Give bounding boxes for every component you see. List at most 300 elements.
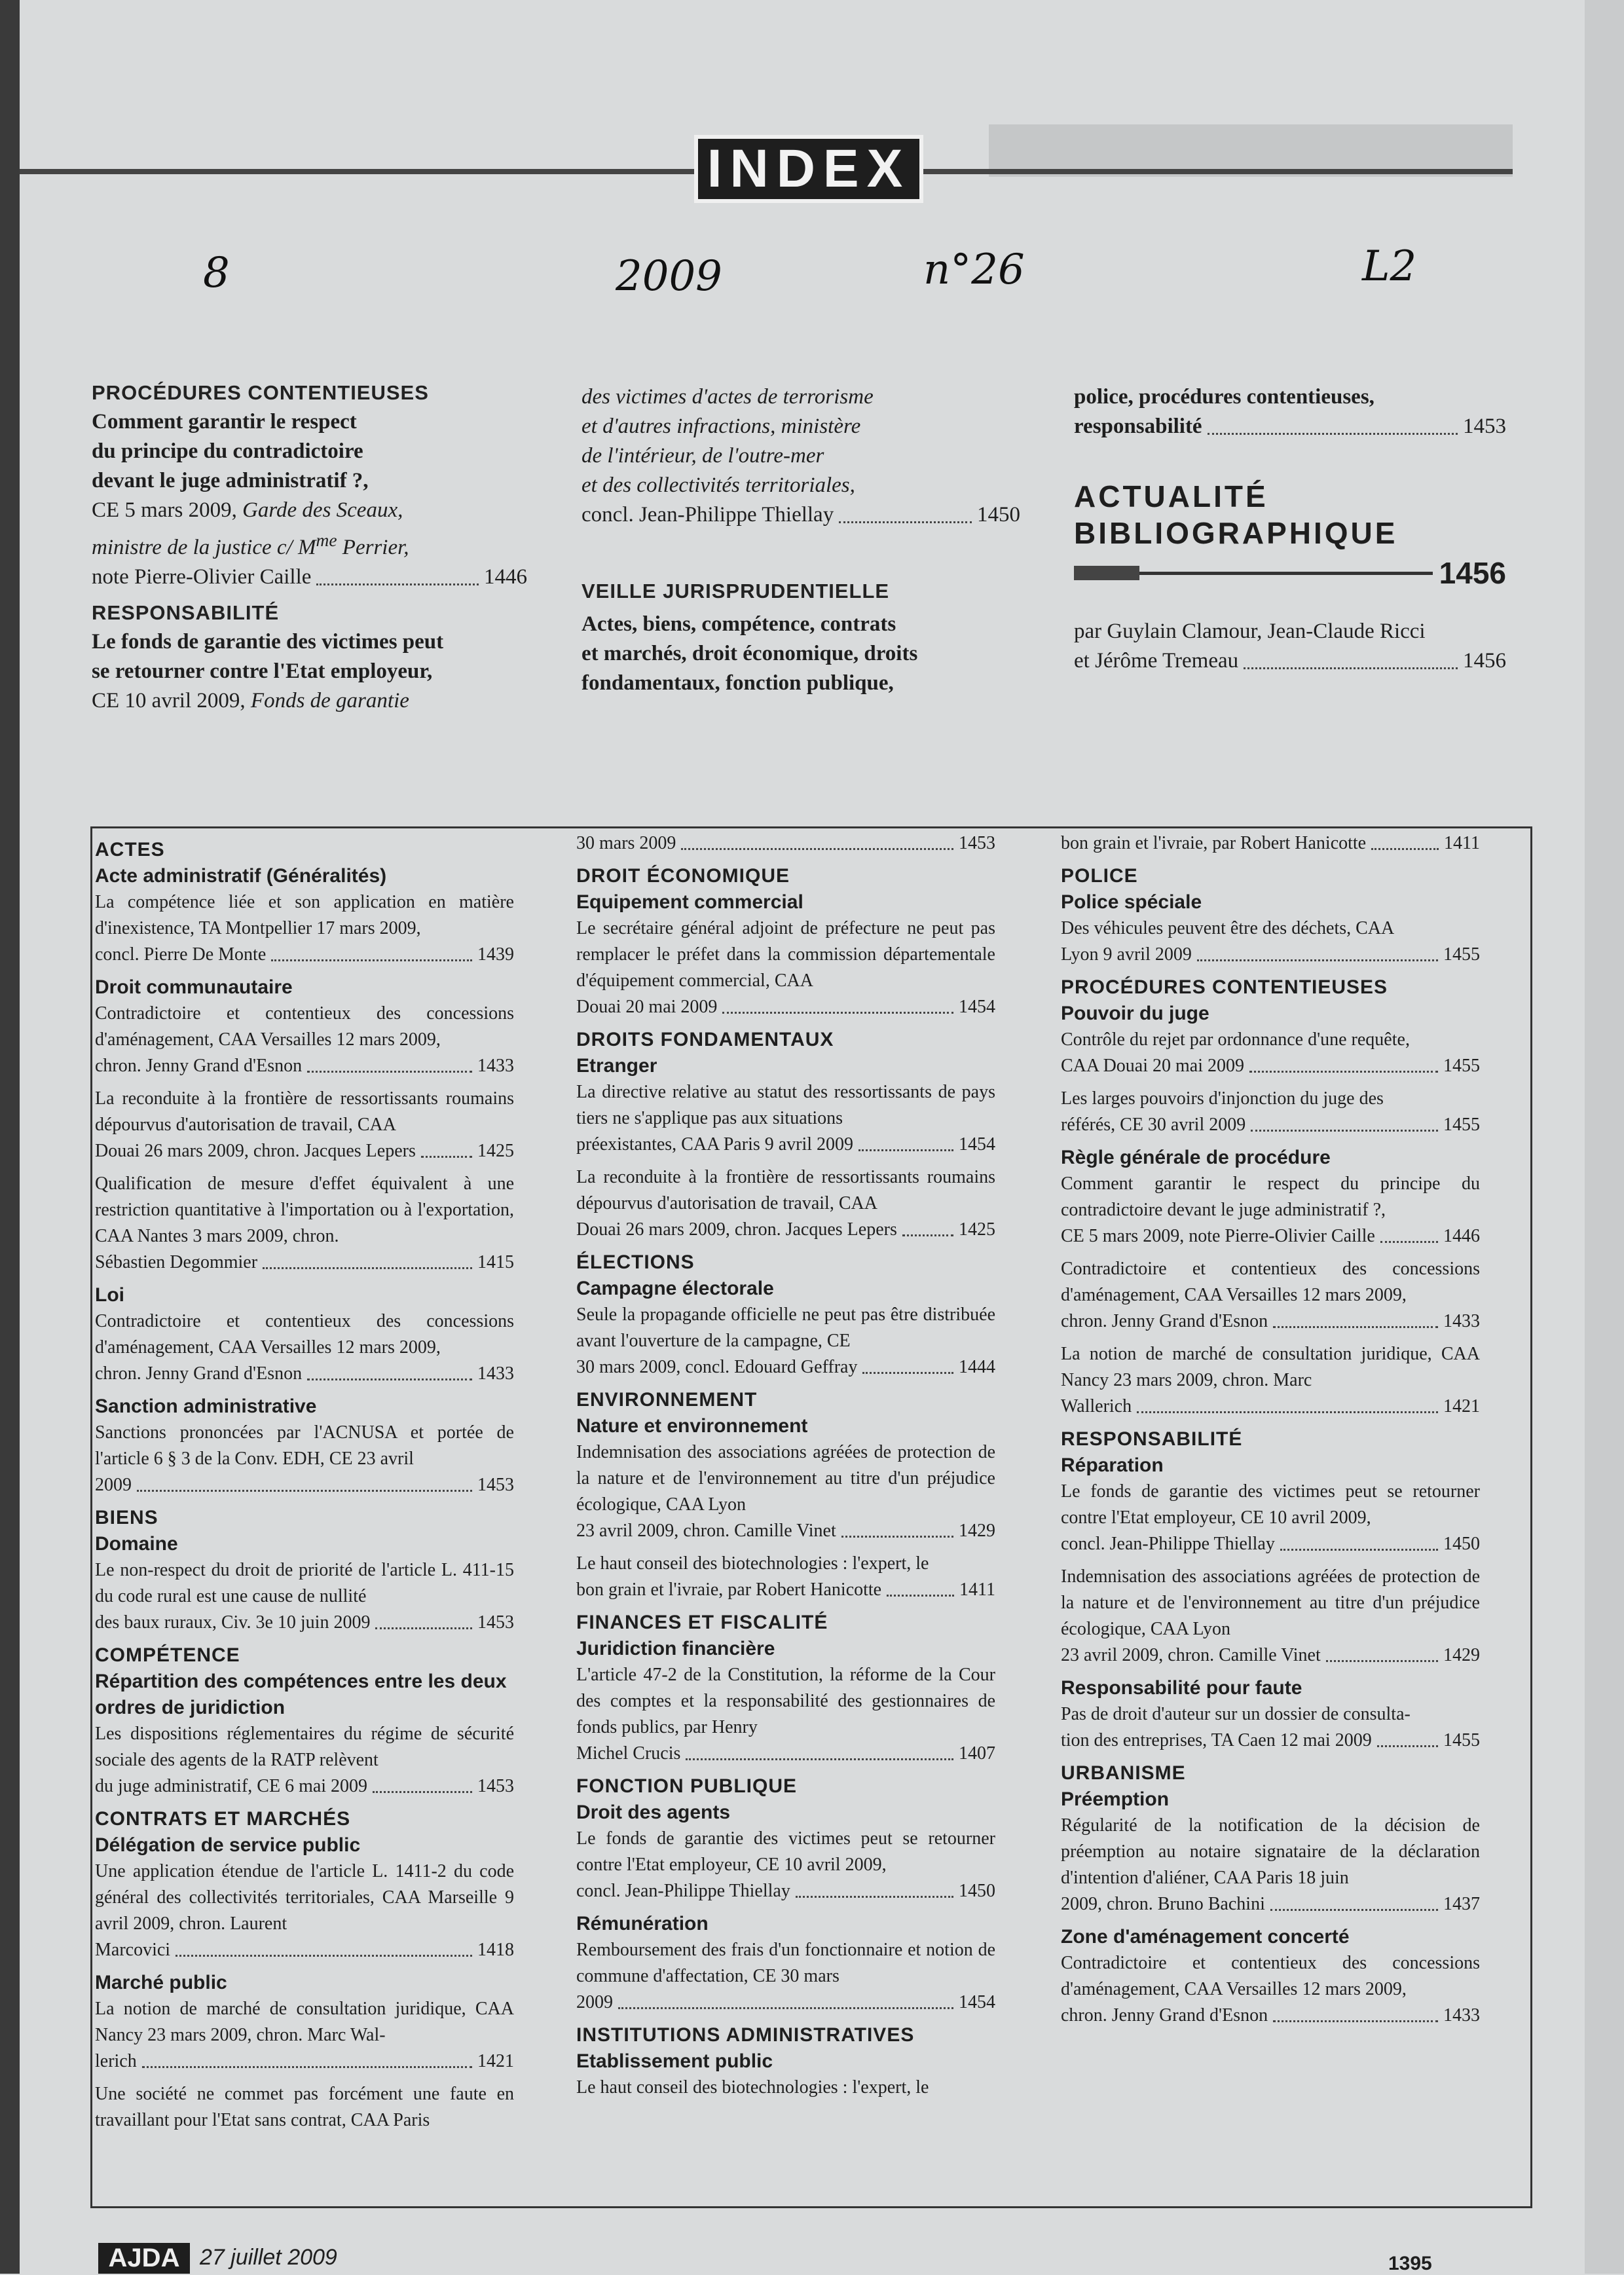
- entry-text: Contradictoire et contentieux des concessions d'aménagement, CAA Versailles 12 mars 2009,: [95, 1311, 514, 1358]
- entry-leader-line: [1061, 942, 1480, 968]
- article-title: [92, 407, 527, 496]
- concl-author: concl. Jean-Philippe Thiellay: [581, 503, 834, 527]
- entry-leader-line: [576, 1741, 995, 1767]
- leader-dots: [373, 1791, 472, 1793]
- index-entry: [576, 1079, 995, 1158]
- page-number: 1411: [1444, 833, 1480, 853]
- leader-dots: [1377, 1745, 1438, 1747]
- entry-text: Les dispositions réglementaires du régime de sécurité sociale des agents de la RATP relèvent: [95, 1724, 514, 1770]
- handwritten-note-a: 8: [203, 249, 230, 297]
- actu-rule: [1074, 555, 1506, 591]
- section-heading: PROCÉDURES CONTENTIEUSES: [92, 381, 429, 404]
- page-number: 1453: [959, 833, 995, 853]
- entry-last-line: 30 mars 2009, concl. Edouard Geffray: [576, 1357, 858, 1377]
- index-entry: [1061, 916, 1480, 968]
- page-number: 1455: [1443, 1115, 1480, 1135]
- article-title: [92, 627, 527, 686]
- article-note: [92, 563, 527, 592]
- entry-last-line: bon grain et l'ivraie, par Robert Hanicotte: [1061, 833, 1367, 853]
- ref-line: de l'intérieur, de l'outre-mer: [581, 444, 824, 468]
- index-subcategory: Responsabilité pour faute: [1061, 1677, 1302, 1699]
- entry-text: Une application étendue de l'article L. 1411-2 du code général des collectivités territoriales, CAA Marseille 9 avril 2009, chron. Laurent: [95, 1861, 514, 1934]
- index-category: ENVIRONNEMENT: [576, 1389, 758, 1411]
- index-entry: [1061, 1341, 1480, 1420]
- leader-dots: [263, 1267, 472, 1269]
- index-subcategory: Marché public: [95, 1972, 227, 1993]
- leader-dots: [1326, 1660, 1438, 1662]
- entry-text: Indemnisation des associations agréées de protection de la nature et de l'environnement au titre d'un préjudice écologique, CAA Lyon: [1061, 1566, 1480, 1639]
- page-number: 1453: [1463, 415, 1506, 438]
- entry-leader-line: [1061, 1531, 1480, 1557]
- entry-leader-line: [1061, 1891, 1480, 1917]
- index-entry: [1061, 1813, 1480, 1917]
- leader-dots: [902, 1234, 953, 1236]
- page-number: 1446: [1443, 1226, 1480, 1246]
- entry-text: Remboursement des frais d'un fonctionnaire et notion de commune d'affectation, CE 30 mars: [576, 1940, 995, 1986]
- title-line: Le fonds de garantie des victimes peut: [92, 630, 444, 654]
- entry-last-line: Wallerich: [1061, 1396, 1132, 1416]
- entry-last-line: 23 avril 2009, chron. Camille Vinet: [1061, 1645, 1321, 1665]
- index-entry: [95, 1557, 514, 1636]
- index-entry: [576, 916, 995, 1020]
- article-ref: [92, 686, 527, 716]
- page-number: 1429: [959, 1521, 995, 1541]
- leader-dots: [142, 2066, 472, 2068]
- actu-title-line: BIBLIOGRAPHIQUE: [1074, 516, 1398, 550]
- page-number: 1455: [1443, 1056, 1480, 1076]
- actu-page-number: 1456: [1439, 556, 1506, 590]
- entry-text: Le secrétaire général adjoint de préfecture ne peut pas remplacer le préfet dans la commission départementale d'équipement commercial, CAA: [576, 918, 995, 991]
- page-number: 1433: [477, 1363, 514, 1384]
- index-entry: [1061, 1027, 1480, 1079]
- leader-dots: [686, 1758, 953, 1760]
- index-subcategory: Police spéciale: [1061, 891, 1202, 913]
- actualite-block: [1074, 478, 1506, 676]
- entry-last-line: Douai 20 mai 2009: [576, 997, 718, 1017]
- index-entry: [1061, 830, 1480, 857]
- index-subcategory: Campagne électorale: [576, 1278, 774, 1299]
- entry-text: Une société ne commet pas forcément une faute en travaillant pour l'Etat sans contrat, CAA Paris: [95, 2084, 514, 2130]
- entry-last-line: des baux ruraux, Civ. 3e 10 juin 2009: [95, 1612, 371, 1633]
- page-number: 1450: [977, 503, 1020, 527]
- index-subcategory: Acte administratif (Généralités): [95, 865, 387, 887]
- title-line: Comment garantir le respect: [92, 410, 357, 434]
- entry-text: La notion de marché de consultation juridique, CAA Nancy 23 mars 2009, chron. Marc: [1061, 1344, 1480, 1390]
- article-ref-2: [92, 525, 527, 563]
- entry-text: Seule la propagande officielle ne peut pas être distribuée avant l'ouverture de la campagne, CE: [576, 1304, 995, 1351]
- index-category: BIENS: [95, 1507, 158, 1528]
- entry-leader-line: [1061, 2003, 1480, 2029]
- handwritten-note-d: L2: [1362, 242, 1417, 291]
- page-number: 1429: [1443, 1645, 1480, 1665]
- entry-last-line: chron. Jenny Grand d'Esnon: [1061, 1311, 1268, 1331]
- index-entry: [1061, 1950, 1480, 2029]
- article-concl: [581, 500, 1020, 530]
- index-category: ÉLECTIONS: [576, 1251, 695, 1273]
- entry-text: Les larges pouvoirs d'injonction du juge des: [1061, 1088, 1384, 1109]
- page-number: 1453: [477, 1475, 514, 1495]
- leader-dots: [618, 2007, 953, 2009]
- entry-last-line: CE 5 mars 2009, note Pierre-Olivier Caille: [1061, 1226, 1375, 1246]
- entry-text: Le fonds de garantie des victimes peut se retourner contre l'Etat employeur, CE 10 avril 2009,: [1061, 1481, 1480, 1528]
- leader-dots: [841, 1536, 953, 1538]
- leader-dots: [307, 1071, 472, 1073]
- authors-text: et Jérôme Tremeau: [1074, 649, 1239, 673]
- ref-text: CE 5 mars 2009,: [92, 498, 243, 522]
- entry-last-line: lerich: [95, 2051, 137, 2071]
- top-column-3: [1074, 382, 1506, 676]
- index-entry: [1061, 1479, 1480, 1557]
- index-heading: INDEX: [694, 135, 923, 203]
- entry-leader-line: [95, 1053, 514, 1079]
- leader-dots: [1249, 1071, 1438, 1073]
- entry-text: Contradictoire et contentieux des concessions d'aménagement, CAA Versailles 12 mars 2009,: [1061, 1953, 1480, 1999]
- entry-last-line: 30 mars 2009: [576, 833, 676, 853]
- entry-last-line: Douai 26 mars 2009, chron. Jacques Lepers: [95, 1141, 416, 1161]
- index-subcategory: Répartition des compétences entre les deux ordres de juridiction: [95, 1671, 507, 1718]
- top-column-1: [92, 381, 527, 716]
- index-column-3: [1061, 830, 1480, 2035]
- entry-text: La compétence liée et son application en matière d'inexistence, TA Montpellier 17 mars 2009,: [95, 892, 514, 938]
- page-number: 1433: [1443, 2005, 1480, 2025]
- leader-dots: [421, 1156, 472, 1158]
- leader-dots: [681, 848, 953, 850]
- index-entry: [576, 1826, 995, 1904]
- entry-leader-line: [1061, 1642, 1480, 1669]
- entry-leader-line: [576, 994, 995, 1020]
- title-line: police, procédures contentieuses,: [1074, 385, 1375, 409]
- entry-last-line: référés, CE 30 avril 2009: [1061, 1115, 1246, 1135]
- entry-last-line: chron. Jenny Grand d'Esnon: [95, 1363, 303, 1384]
- entry-last-line: tion des entreprises, TA Caen 12 mai 2009: [1061, 1730, 1372, 1750]
- entry-last-line: 2009: [576, 1992, 613, 2012]
- entry-last-line: concl. Jean-Philippe Thiellay: [576, 1881, 790, 1901]
- leader-dots: [137, 1490, 472, 1492]
- leader-dots: [1273, 2020, 1438, 2022]
- page-edge-left: [0, 0, 20, 2274]
- entry-leader-line: [95, 1610, 514, 1636]
- entry-last-line: Douai 26 mars 2009, chron. Jacques Lepers: [576, 1219, 897, 1240]
- entry-leader-line: [95, 2048, 514, 2075]
- entry-last-line: Lyon 9 avril 2009: [1061, 944, 1192, 965]
- index-category: DROITS FONDAMENTAUX: [576, 1029, 834, 1050]
- entry-last-line: préexistantes, CAA Paris 9 avril 2009: [576, 1134, 854, 1155]
- entry-text: Régularité de la notification de la décision de préemption au notaire signataire de la déclaration d'intention d'aliéner, CAA Paris 18 juin: [1061, 1815, 1480, 1888]
- page-number: 1433: [477, 1056, 514, 1076]
- page-number: 1455: [1443, 944, 1480, 965]
- index-subcategory: Etablissement public: [576, 2050, 773, 2072]
- index-entry: [95, 1996, 514, 2075]
- index-category: ACTES: [95, 839, 165, 860]
- index-entry: [576, 830, 995, 857]
- top-column-2: [581, 382, 1020, 698]
- title-line: fondamentaux, fonction publique,: [581, 671, 894, 695]
- title-line: du principe du contradictoire: [92, 439, 363, 463]
- index-category: POLICE: [1061, 865, 1138, 887]
- actu-rule-block: [1074, 566, 1139, 580]
- page-number: 1444: [959, 1357, 995, 1377]
- index-entry: [95, 1721, 514, 1800]
- index-subcategory: Rémunération: [576, 1913, 709, 1934]
- index-entry: [95, 1420, 514, 1498]
- folio-page-number: 1395: [1388, 2253, 1432, 2274]
- index-subcategory: Juridiction financière: [576, 1638, 775, 1659]
- leader-dots: [1208, 433, 1458, 435]
- index-entry: [576, 1937, 995, 2016]
- entry-leader-line: [1061, 1394, 1480, 1420]
- page-number: 1453: [477, 1612, 514, 1633]
- leader-dots: [271, 959, 472, 961]
- entry-text: Contradictoire et contentieux des concessions d'aménagement, CAA Versailles 12 mars 2009,: [1061, 1259, 1480, 1305]
- entry-leader-line: [95, 1773, 514, 1800]
- entry-text: L'article 47-2 de la Constitution, la réforme de la Cour des comptes et la responsabilité des gestionnaires de fonds publics, par Henry: [576, 1665, 995, 1737]
- entry-text: Qualification de mesure d'effet équivalent à une restriction quantitative à l'importation ou à l'exportation, CAA Nantes 3 mars 2009, chron.: [95, 1174, 514, 1246]
- page-number: 1439: [477, 944, 514, 965]
- page-number: 1418: [477, 1940, 514, 1960]
- leader-dots: [858, 1149, 953, 1151]
- page-number: 1450: [959, 1881, 995, 1901]
- entry-last-line: CAA Douai 20 mai 2009: [1061, 1056, 1244, 1076]
- index-entry: [576, 2075, 995, 2101]
- leader-dots: [1273, 1326, 1438, 1328]
- index-category: DROIT ÉCONOMIQUE: [576, 865, 790, 887]
- index-category: URBANISME: [1061, 1762, 1186, 1784]
- index-entry: [576, 1551, 995, 1603]
- page-edge-right: [1585, 0, 1624, 2274]
- index-category: CONTRATS ET MARCHÉS: [95, 1808, 351, 1830]
- title-line: et marchés, droit économique, droits: [581, 642, 918, 665]
- page-number: 1407: [959, 1743, 995, 1764]
- issue-date: 27 juillet 2009: [200, 2245, 337, 2270]
- index-entry: [1061, 1256, 1480, 1335]
- index-category: PROCÉDURES CONTENTIEUSES: [1061, 976, 1388, 998]
- page-number: 1425: [959, 1219, 995, 1240]
- page-number: 1455: [1443, 1730, 1480, 1750]
- entry-text: La directive relative au statut des ressortissants de pays tiers ne s'applique pas aux situations: [576, 1082, 995, 1128]
- index-subcategory: Nature et environnement: [576, 1415, 808, 1437]
- leader-dots: [796, 1896, 953, 1898]
- section-heading: RESPONSABILITÉ: [92, 601, 280, 624]
- entry-last-line: bon grain et l'ivraie, par Robert Hanicotte: [576, 1580, 882, 1600]
- page-number: 1425: [477, 1141, 514, 1161]
- index-subcategory: Réparation: [1061, 1454, 1164, 1476]
- entry-text: Pas de droit d'auteur sur un dossier de consulta-: [1061, 1704, 1411, 1724]
- leader-dots: [1137, 1411, 1438, 1413]
- entry-leader-line: [95, 1472, 514, 1498]
- page-number: 1454: [959, 1992, 995, 2012]
- authors-line-last: [1074, 646, 1506, 676]
- entry-text: Contrôle du rejet par ordonnance d'une requête,: [1061, 1029, 1410, 1050]
- entry-leader-line: [95, 1361, 514, 1387]
- entry-text: Le haut conseil des biotechnologies : l'expert, le: [576, 1553, 929, 1574]
- entry-last-line: chron. Jenny Grand d'Esnon: [95, 1056, 303, 1076]
- entry-text: La notion de marché de consultation juridique, CAA Nancy 23 mars 2009, chron. Marc Wal-: [95, 1999, 514, 2045]
- index-entry: [1061, 1171, 1480, 1249]
- entry-last-line: concl. Pierre De Monte: [95, 944, 267, 965]
- entry-leader-line: [1061, 1308, 1480, 1335]
- page-number: 1433: [1443, 1311, 1480, 1331]
- page-number: 1450: [1443, 1534, 1480, 1554]
- index-entry: [1061, 1086, 1480, 1138]
- index-subcategory: Zone d'aménagement concerté: [1061, 1926, 1350, 1948]
- entry-leader-line: [1061, 1053, 1480, 1079]
- leader-dots: [1280, 1549, 1438, 1551]
- entry-text: La reconduite à la frontière de ressortissants roumains dépourvus d'autorisation de travail, CAA: [576, 1167, 995, 1213]
- note-author: note Pierre-Olivier Caille: [92, 565, 312, 589]
- index-entry: [95, 889, 514, 968]
- index-entry: [95, 1086, 514, 1164]
- page-number: 1454: [959, 997, 995, 1017]
- index-subcategory: Droit des agents: [576, 1802, 731, 1823]
- ref-line: et d'autres infractions, ministère: [581, 415, 861, 438]
- page-number: 1456: [1463, 649, 1506, 673]
- page-number: 1446: [484, 565, 527, 589]
- leader-dots: [862, 1372, 953, 1374]
- index-entry: [95, 1308, 514, 1387]
- leader-dots: [1197, 959, 1438, 961]
- index-subcategory: Délégation de service public: [95, 1834, 361, 1856]
- index-subcategory: Domaine: [95, 1533, 178, 1555]
- entry-last-line: Sébastien Degommier: [95, 1252, 258, 1272]
- index-subcategory: Equipement commercial: [576, 891, 803, 913]
- entry-leader-line: [1061, 1112, 1480, 1138]
- ref-line: des victimes d'actes de terrorisme: [581, 385, 874, 409]
- leader-dots: [1371, 848, 1439, 850]
- entry-leader-line: [576, 830, 995, 857]
- leader-dots: [175, 1955, 472, 1957]
- index-entry: [95, 1859, 514, 1963]
- leader-dots: [887, 1595, 954, 1597]
- ref-party: Perrier,: [337, 536, 409, 559]
- title-line: se retourner contre l'Etat employeur,: [92, 659, 433, 683]
- title-line-last: [1074, 412, 1506, 441]
- index-column-2: [576, 830, 995, 2107]
- index-entry: [95, 2081, 514, 2134]
- index-entry: [576, 1439, 995, 1544]
- index-category: INSTITUTIONS ADMINISTRATIVES: [576, 2024, 915, 2046]
- entry-text: Sanctions prononcées par l'ACNUSA et portée de l'article 6 § 3 de la Conv. EDH, CE 23 avril: [95, 1422, 514, 1469]
- index-subcategory: Préemption: [1061, 1788, 1170, 1810]
- article-title: [581, 610, 1020, 698]
- page-number: 1415: [477, 1252, 514, 1272]
- authors-line: par Guylain Clamour, Jean-Claude Ricci: [1074, 620, 1426, 643]
- page-number: 1437: [1443, 1894, 1480, 1914]
- index-subcategory: Pouvoir du juge: [1061, 1003, 1209, 1024]
- entry-leader-line: [576, 1354, 995, 1380]
- entry-text: La reconduite à la frontière de ressortissants roumains dépourvus d'autorisation de travail, CAA: [95, 1088, 514, 1135]
- leader-dots: [1244, 667, 1458, 669]
- page-number: 1421: [1443, 1396, 1480, 1416]
- entry-text: Contradictoire et contentieux des concessions d'aménagement, CAA Versailles 12 mars 2009,: [95, 1003, 514, 1050]
- ref-party: ministre de la justice c/ M: [92, 536, 316, 559]
- entry-last-line: concl. Jean-Philippe Thiellay: [1061, 1534, 1275, 1554]
- article-ref: [92, 496, 527, 525]
- ref-party: Fonds de garantie: [250, 689, 409, 712]
- index-subcategory: Loi: [95, 1284, 124, 1306]
- entry-leader-line: [576, 1132, 995, 1158]
- index-entry: [576, 1164, 995, 1243]
- article-ref-cont: [581, 382, 1020, 500]
- index-category: COMPÉTENCE: [95, 1644, 240, 1666]
- entry-leader-line: [576, 1217, 995, 1243]
- page-number: 1421: [477, 2051, 514, 2071]
- entry-leader-line: [576, 1577, 995, 1603]
- index-category: RESPONSABILITÉ: [1061, 1428, 1243, 1450]
- ref-text: CE 10 avril 2009,: [92, 689, 251, 712]
- leader-dots: [375, 1627, 472, 1629]
- index-entry: [1061, 1701, 1480, 1754]
- actu-title-line: ACTUALITÉ: [1074, 479, 1268, 513]
- leader-dots: [1380, 1241, 1438, 1243]
- entry-text: Le non-respect du droit de priorité de l'article L. 411-15 du code rural est une cause de nullité: [95, 1560, 514, 1606]
- entry-text: Le fonds de garantie des victimes peut se retourner contre l'Etat employeur, CE 10 avril 2009,: [576, 1828, 995, 1875]
- index-entry: [576, 1662, 995, 1767]
- index-entry: [95, 1001, 514, 1079]
- entry-last-line: 2009: [95, 1475, 132, 1495]
- entry-leader-line: [576, 1989, 995, 2016]
- index-entry: [576, 1302, 995, 1380]
- ref-party: Garde des Sceaux,: [242, 498, 403, 522]
- entry-last-line: 23 avril 2009, chron. Camille Vinet: [576, 1521, 836, 1541]
- title-line: Actes, biens, compétence, contrats: [581, 612, 896, 636]
- index-subcategory: Etranger: [576, 1055, 657, 1077]
- journal-logo: AJDA: [98, 2243, 190, 2274]
- entry-leader-line: [1061, 1728, 1480, 1754]
- entry-leader-line: [1061, 1223, 1480, 1249]
- entry-last-line: Marcovici: [95, 1940, 171, 1960]
- index-entry: [95, 1171, 514, 1276]
- title-text: responsabilité: [1074, 415, 1202, 438]
- leader-dots: [1251, 1130, 1438, 1132]
- handwritten-note-c: n°26: [923, 246, 1025, 294]
- entry-leader-line: [1061, 830, 1480, 857]
- index-category: FINANCES ET FISCALITÉ: [576, 1612, 828, 1633]
- entry-text: Des véhicules peuvent être des déchets, CAA: [1061, 918, 1395, 938]
- entry-last-line: chron. Jenny Grand d'Esnon: [1061, 2005, 1268, 2025]
- leader-dots: [1270, 1909, 1438, 1911]
- page-number: 1453: [477, 1776, 514, 1796]
- entry-last-line: du juge administratif, CE 6 mai 2009: [95, 1776, 368, 1796]
- entry-text: Indemnisation des associations agréées de protection de la nature et de l'environnement au titre d'un préjudice écologique, CAA Lyon: [576, 1442, 995, 1515]
- entry-last-line: 2009, chron. Bruno Bachini: [1061, 1894, 1265, 1914]
- entry-leader-line: [95, 942, 514, 968]
- handwritten-note-b: 2009: [616, 252, 722, 301]
- entry-leader-line: [95, 1937, 514, 1963]
- index-subcategory: Sanction administrative: [95, 1396, 317, 1417]
- leader-dots: [307, 1378, 472, 1380]
- leader-dots: [839, 521, 972, 523]
- index-column-1: [95, 830, 514, 2140]
- entry-leader-line: [576, 1518, 995, 1544]
- entry-last-line: Michel Crucis: [576, 1743, 681, 1764]
- index-category: FONCTION PUBLIQUE: [576, 1775, 797, 1797]
- entry-leader-line: [576, 1878, 995, 1904]
- index-subcategory: Règle générale de procédure: [1061, 1147, 1331, 1168]
- index-subcategory: Droit communautaire: [95, 976, 293, 998]
- leader-dots: [316, 583, 479, 585]
- entry-text: Comment garantir le respect du principe du contradictoire devant le juge administratif ?,: [1061, 1174, 1480, 1220]
- leader-dots: [722, 1012, 953, 1014]
- entry-leader-line: [95, 1249, 514, 1276]
- entry-text: Le haut conseil des biotechnologies : l'expert, le: [576, 2077, 929, 2098]
- index-entry: [1061, 1564, 1480, 1669]
- actu-rule-line: [1139, 572, 1433, 575]
- title-line: devant le juge administratif ?,: [92, 469, 369, 492]
- page-number: 1454: [959, 1134, 995, 1155]
- entry-leader-line: [95, 1138, 514, 1164]
- section-heading: VEILLE JURISPRUDENTIELLE: [581, 580, 890, 602]
- ref-superscript: me: [316, 530, 337, 550]
